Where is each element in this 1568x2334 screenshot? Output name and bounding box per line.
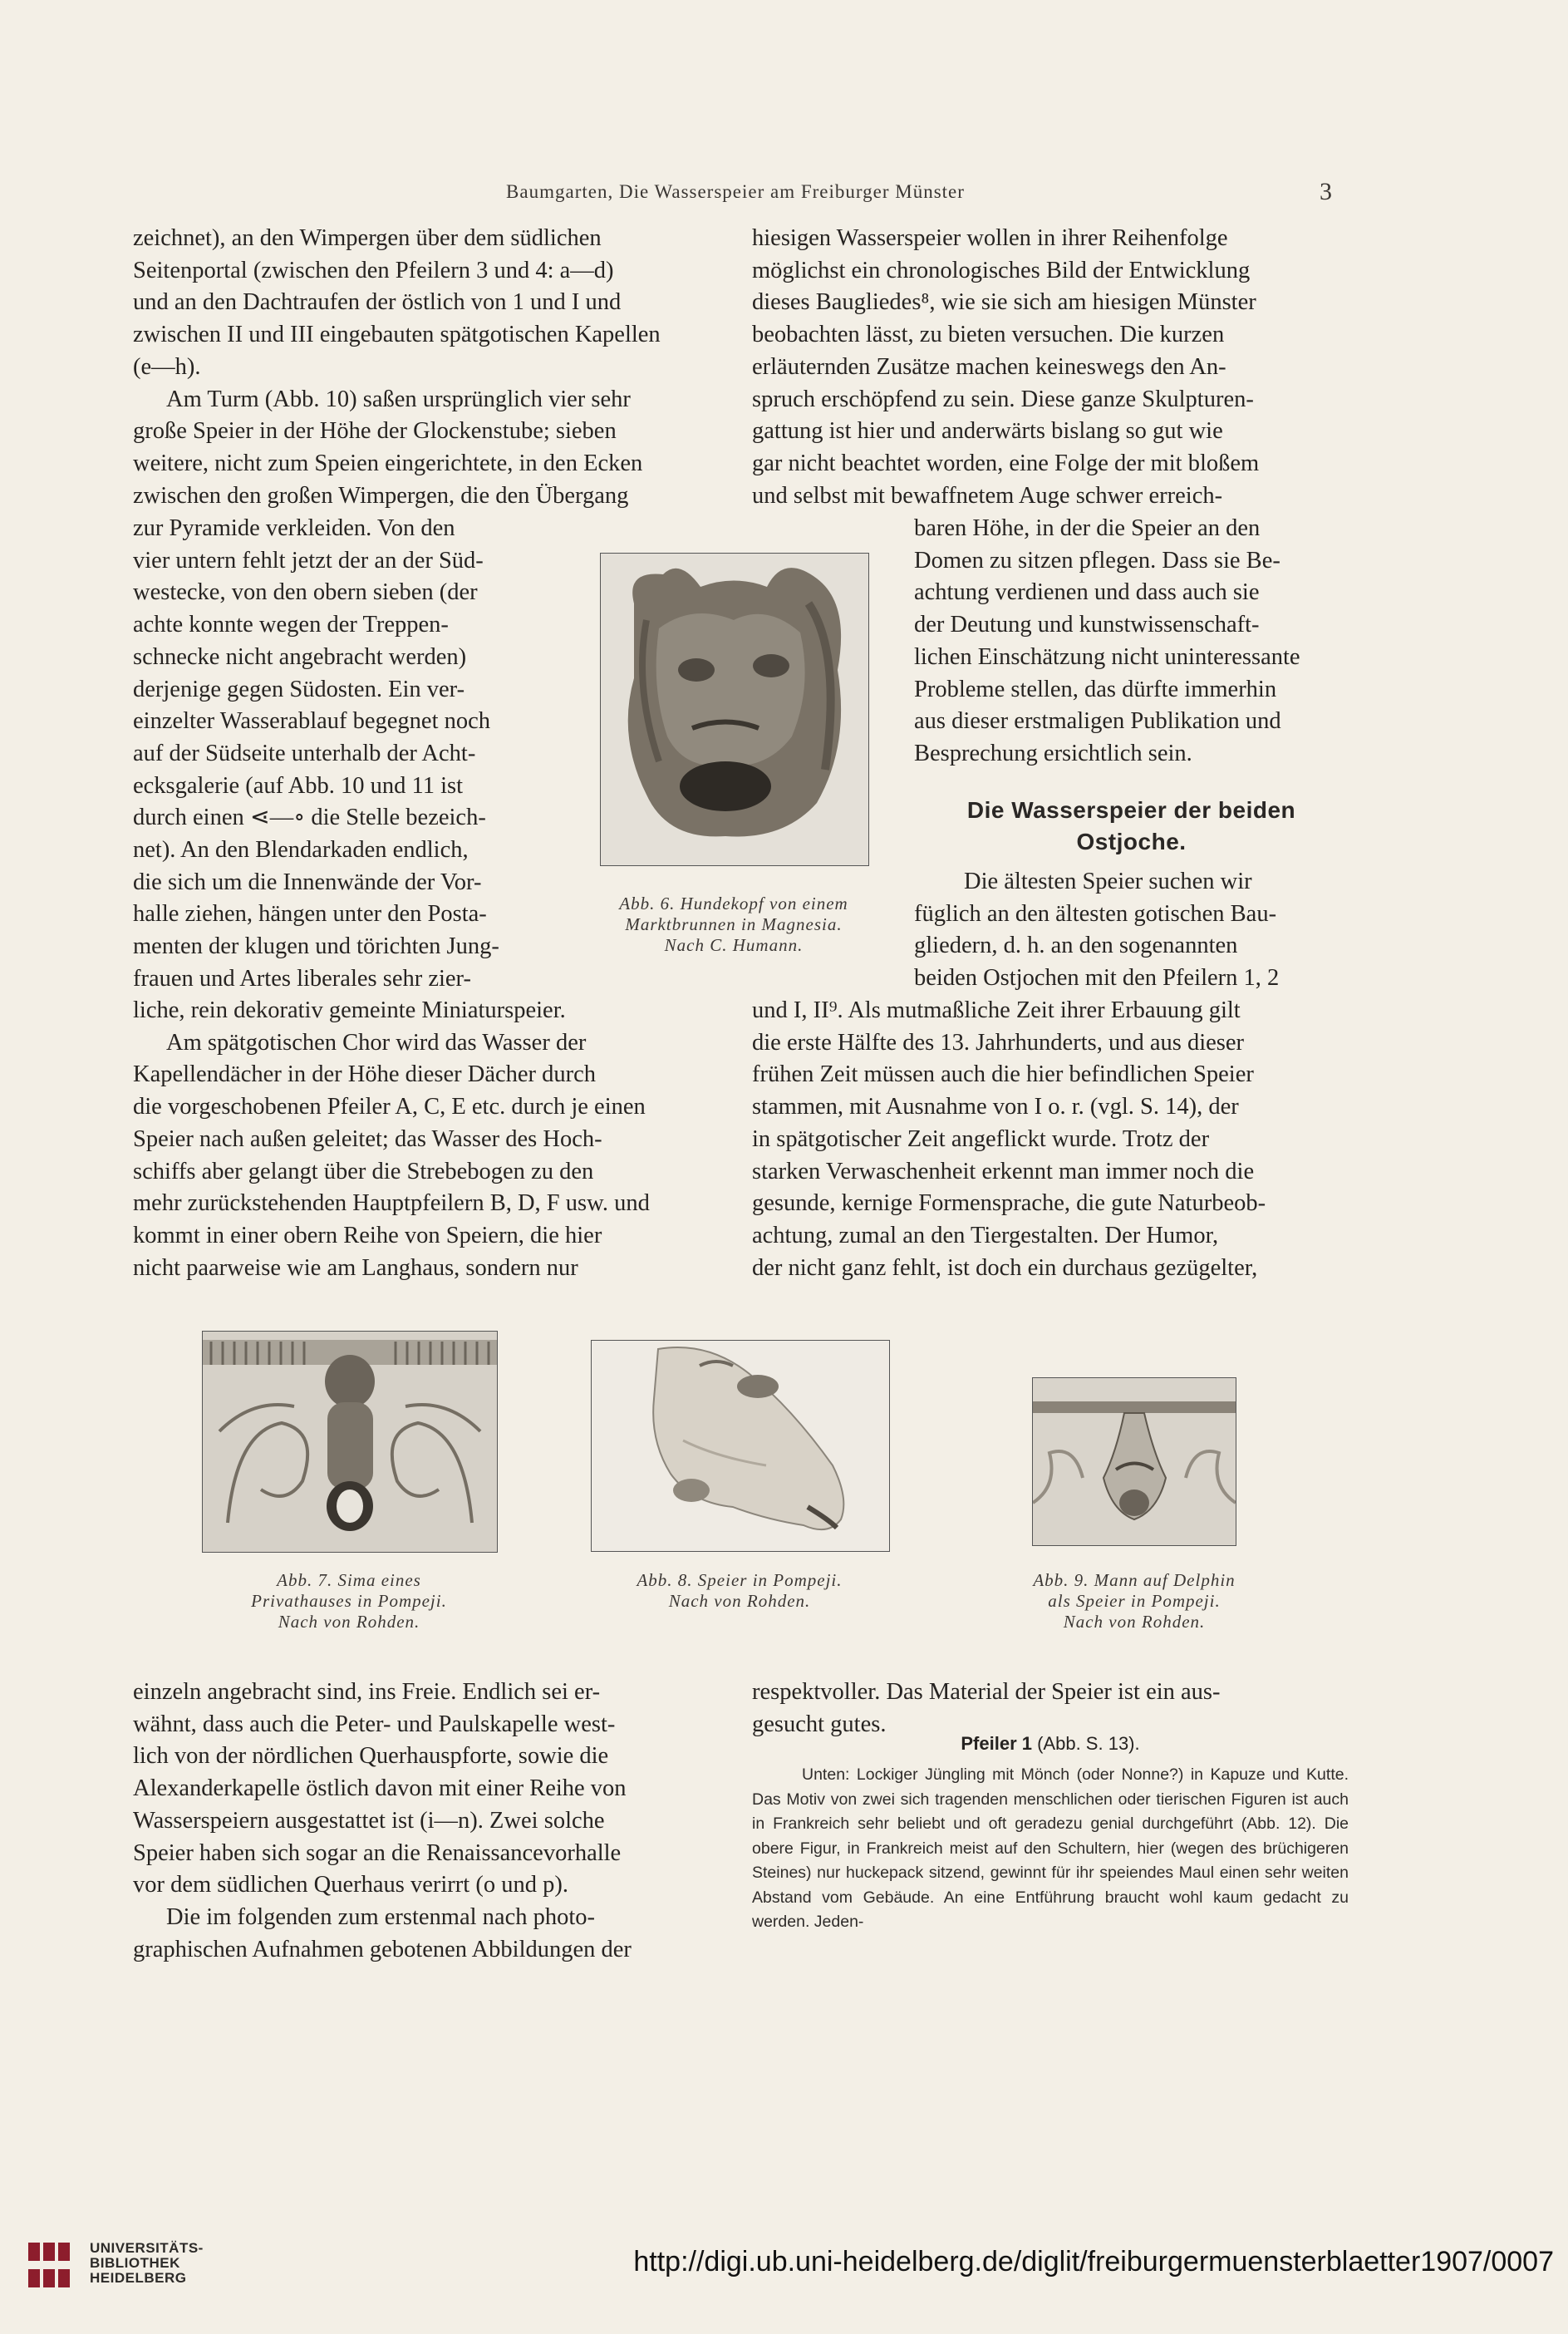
text-line: der nicht ganz fehlt, ist doch ein durchaus gezügelter, xyxy=(752,1254,1258,1281)
text-line: einzelter Wasserablauf begegnet noch xyxy=(133,708,491,735)
figure-8-caption xyxy=(591,1570,888,1612)
library-logo xyxy=(25,2236,233,2294)
caption-line: Abb. 7. Sima eines xyxy=(277,1570,421,1590)
pfeiler-reference: (Abb. S. 13). xyxy=(1037,1733,1140,1754)
caption-line: Nach C. Humann. xyxy=(664,935,804,955)
text-line: Alexanderkapelle östlich davon mit einer Reihe von xyxy=(133,1775,627,1802)
text-line: graphischen Aufnahmen gebotenen Abbildungen der xyxy=(133,1936,632,1962)
figure-6-image xyxy=(600,553,869,866)
text-line: lich von der nördlichen Querhauspforte, sowie die xyxy=(133,1743,609,1770)
caption-line: Abb. 8. Speier in Pompeji. xyxy=(637,1570,843,1590)
text-line: frühen Zeit müssen auch die hier befindlichen Speier xyxy=(752,1061,1254,1088)
text-line: zur Pyramide verkleiden. Von den xyxy=(133,515,455,541)
boar-head-spout-icon xyxy=(592,1341,889,1551)
pfeiler-title: Pfeiler 1 xyxy=(961,1733,1032,1754)
caption-line: Nach von Rohden. xyxy=(278,1612,420,1632)
text-line: Am spätgotischen Chor wird das Wasser der xyxy=(166,1029,587,1056)
text-line: beiden Ostjochen mit den Pfeilern 1, 2 xyxy=(914,965,1280,992)
left-column-bottom xyxy=(133,1677,723,1966)
text-line: gar nicht beachtet worden, eine Folge der mit bloßem xyxy=(752,450,1260,476)
text-line: (e—h). xyxy=(133,353,201,380)
text-line: achtung, zumal an den Tiergestalten. Der Humor, xyxy=(752,1222,1219,1248)
caption-line: Abb. 9. Mann auf Delphin xyxy=(1033,1570,1236,1590)
figure-6-caption xyxy=(592,894,876,956)
text-line: mehr zurückstehenden Hauptpfeilern B, D, F usw. und xyxy=(133,1190,650,1217)
figure-9-image xyxy=(1032,1377,1236,1546)
man-on-dolphin-spout-icon xyxy=(1033,1378,1236,1545)
library-name-line: UNIVERSITÄTS- xyxy=(90,2240,204,2256)
library-name xyxy=(90,2241,204,2286)
text-line: die erste Hälfte des 13. Jahrhunderts, und aus dieser xyxy=(752,1029,1244,1056)
text-line: net). An den Blendarkaden endlich, xyxy=(133,837,469,864)
page-number: 3 xyxy=(1320,178,1332,205)
figure-7-caption xyxy=(202,1570,496,1632)
text-line: zwischen den großen Wimpergen, die den Übergang xyxy=(133,482,629,509)
text-line: gesucht gutes. xyxy=(752,1711,887,1737)
text-line: liche, rein dekorativ gemeinte Miniaturspeier. xyxy=(133,997,566,1023)
text-line: und an den Dachtraufen der östlich von 1 und I und xyxy=(133,289,622,316)
text-line: baren Höhe, in der die Speier an den xyxy=(914,515,1261,541)
text-line: hiesigen Wasserspeier wollen in ihrer Reihenfolge xyxy=(752,225,1228,251)
caption-line: als Speier in Pompeji. xyxy=(1048,1591,1221,1611)
left-column-continued xyxy=(133,995,723,1284)
caption-line: Abb. 6. Hundekopf von einem xyxy=(619,894,848,913)
text-line: dieses Baugliedes⁸, wie sie sich am hiesigen Münster xyxy=(752,289,1256,316)
right-column-top xyxy=(752,223,1349,512)
right-column-bottom xyxy=(752,1677,1349,1741)
dog-head-spout-icon xyxy=(601,554,868,865)
left-column-wrapped xyxy=(133,513,565,996)
text-line: und I, II⁹. Als mutmaßliche Zeit ihrer Erbauung gilt xyxy=(752,997,1241,1023)
right-column-wrapped xyxy=(914,513,1349,771)
text-line: frauen und Artes liberales sehr zier- xyxy=(133,965,471,992)
text-line: achte konnte wegen der Treppen- xyxy=(133,612,449,638)
library-name-line: HEIDELBERG xyxy=(90,2270,187,2286)
caption-line: Marktbrunnen in Magnesia. xyxy=(625,914,843,934)
left-column-top xyxy=(133,223,723,512)
text-line: Domen zu sitzen pflegen. Dass sie Be- xyxy=(914,547,1280,574)
text-line: einzeln angebracht sind, ins Freie. Endlich sei er- xyxy=(133,1679,601,1705)
text-line: möglichst ein chronologisches Bild der Entwicklung xyxy=(752,257,1251,283)
text-line: die sich um die Innenwände der Vor- xyxy=(133,869,482,895)
caption-line: Nach von Rohden. xyxy=(668,1591,811,1611)
text-line: vor dem südlichen Querhaus verirrt (o und p). xyxy=(133,1872,568,1898)
text-line: gesunde, kernige Formensprache, die gute Naturbeob- xyxy=(752,1190,1266,1217)
section-heading-line: Ostjoche. xyxy=(1076,829,1187,854)
text-line: beobachten lässt, zu bieten versuchen. Die kurzen xyxy=(752,322,1225,348)
figure-9-caption xyxy=(989,1570,1280,1632)
small-print-paragraph: Unten: Lockiger Jüngling mit Mönch (oder Nonne?) in Kapuze und Kutte. Das Motiv von zwei sich tragenden menschlichen oder tierischen Figuren ist auch in Frankreich sehr beliebt und oft geradezu genial durchgeführt (Abb. 12). Die obere Figur, in Frankreich meist auf den Schultern, hier (wegen des brüchigeren Steines) nur huckepack sitzend, gewinnt für ihr speiendes Maul einen sehr weiten Abstand vom Gebäude. An eine Entführung braucht wohl kaum gedacht zu werden. Jeden- xyxy=(752,1765,1349,1931)
text-line: gliedern, d. h. an den sogenannten xyxy=(914,933,1238,959)
text-line: Speier nach außen geleitet; das Wasser des Hoch- xyxy=(133,1125,602,1152)
text-line: erläuternden Zusätze machen keineswegs den An- xyxy=(752,353,1226,380)
text-line: menten der klugen und törichten Jung- xyxy=(133,933,499,960)
text-line: und selbst mit bewaffnetem Auge schwer erreich- xyxy=(752,482,1223,509)
library-name-line: BIBLIOTHEK xyxy=(90,2255,180,2271)
text-line: die vorgeschobenen Pfeiler A, C, E etc. durch je einen xyxy=(133,1094,646,1120)
text-line: Die im folgenden zum erstenmal nach photo- xyxy=(166,1903,596,1930)
text-line: nicht paarweise wie am Langhaus, sondern nur xyxy=(133,1254,578,1281)
text-line: Die ältesten Speier suchen wir xyxy=(964,869,1252,894)
text-line: achtung verdienen und dass auch sie xyxy=(914,579,1260,606)
running-header: Baumgarten, Die Wasserspeier am Freiburger Münster xyxy=(506,181,965,202)
text-line: halle ziehen, hängen unter den Posta- xyxy=(133,901,487,928)
text-line: ecksgalerie (auf Abb. 10 und 11 ist xyxy=(133,772,464,799)
section-heading-line: Die Wasserspeier der beiden xyxy=(966,797,1296,823)
caption-line: Nach von Rohden. xyxy=(1063,1612,1206,1632)
text-line: derjenige gegen Südosten. Ein ver- xyxy=(133,676,465,702)
text-line: Kapellendächer in der Höhe dieser Dächer durch xyxy=(133,1061,597,1088)
text-line: schiffs aber gelangt über die Strebebogen zu den xyxy=(133,1158,594,1184)
text-line: wähnt, dass auch die Peter- und Paulskapelle west- xyxy=(133,1711,616,1737)
text-line: durch einen ⋖—∘ die Stelle bezeich- xyxy=(133,805,486,831)
text-line: Besprechung ersichtlich sein. xyxy=(914,740,1192,766)
source-url[interactable]: http://digi.ub.uni-heidelberg.de/diglit/freiburgermuensterblaetter1907/0007 xyxy=(633,2246,1554,2277)
text-line: Am Turm (Abb. 10) saßen ursprünglich vier sehr xyxy=(166,386,631,412)
right-column-wrapped-2 xyxy=(914,866,1349,995)
text-line: Seitenportal (zwischen den Pfeilern 3 und 4: a—d) xyxy=(133,257,614,283)
text-line: aus dieser erstmaligen Publikation und xyxy=(914,708,1281,735)
text-line: füglich an den ältesten gotischen Bau- xyxy=(914,900,1277,927)
text-line: der Deutung und kunstwissenschaft- xyxy=(914,612,1260,638)
right-column-continued xyxy=(752,995,1349,1284)
figure-8-image xyxy=(591,1340,890,1552)
text-line: Speier haben sich sogar an die Renaissancevorhalle xyxy=(133,1839,622,1866)
text-line: weitere, nicht zum Speien eingerichtete, in den Ecken xyxy=(133,450,643,476)
text-line: kommt in einer obern Reihe von Speiern, die hier xyxy=(133,1222,602,1248)
figure-7-image xyxy=(202,1331,498,1553)
university-library-logo-icon xyxy=(25,2239,83,2291)
caption-line: Privathauses in Pompeji. xyxy=(251,1591,447,1611)
text-line: respektvoller. Das Material der Speier ist ein aus- xyxy=(752,1679,1221,1705)
text-line: westecke, von den obern sieben (der xyxy=(133,579,478,606)
text-line: zwischen II und III eingebauten spätgotischen Kapellen xyxy=(133,322,661,348)
text-line: schnecke nicht angebracht werden) xyxy=(133,643,467,670)
text-line: starken Verwaschenheit erkennt man immer noch die xyxy=(752,1158,1255,1184)
text-line: lichen Einschätzung nicht uninteressante xyxy=(914,643,1300,670)
text-line: zeichnet), an den Wimpergen über dem südlichen xyxy=(133,225,602,251)
lion-sima-relief-icon xyxy=(203,1332,497,1552)
text-line: vier untern fehlt jetzt der an der Süd- xyxy=(133,547,484,574)
text-line: auf der Südseite unterhalb der Acht- xyxy=(133,740,476,766)
text-line: gattung ist hier und anderwärts bislang so gut wie xyxy=(752,418,1223,445)
text-line: Wasserspeiern ausgestattet ist (i—n). Zwei solche xyxy=(133,1807,605,1834)
text-line: in spätgotischer Zeit angeflickt wurde. Trotz der xyxy=(752,1125,1210,1152)
text-line: Probleme stellen, das dürfte immerhin xyxy=(914,676,1277,702)
text-line: stammen, mit Ausnahme von I o. r. (vgl. S. 14), der xyxy=(752,1094,1239,1120)
text-line: spruch erschöpfend zu sein. Diese ganze Skulpturen- xyxy=(752,386,1254,412)
pfeiler-heading xyxy=(752,1733,1349,1755)
section-heading xyxy=(914,795,1349,858)
text-line: große Speier in der Höhe der Glockenstube; sieben xyxy=(133,418,617,445)
